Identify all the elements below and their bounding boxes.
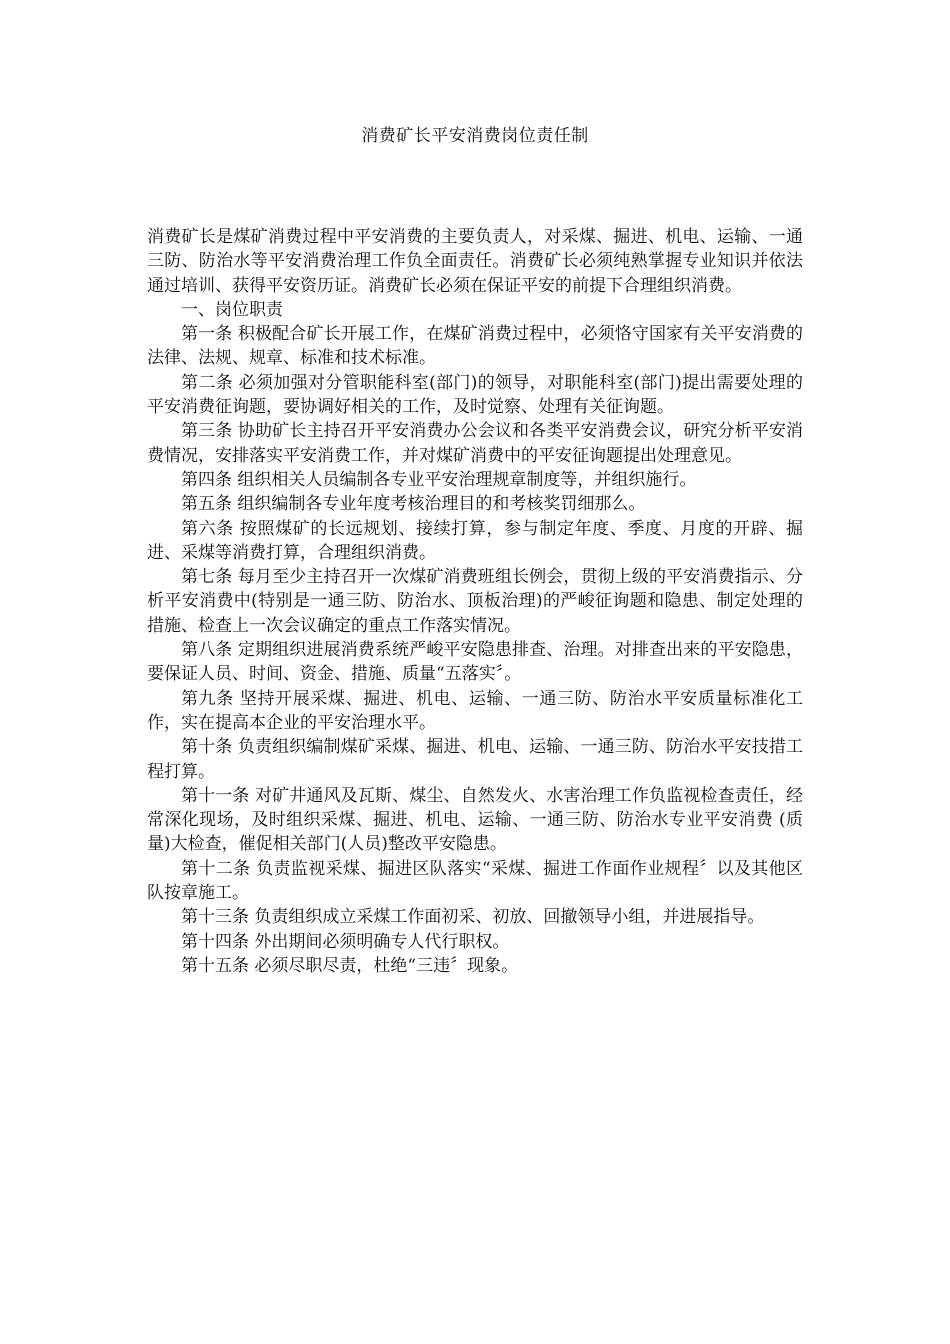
article-2: 第二条 必须加强对分管职能科室(部门)的领导，对职能科室(部门)提出需要处理的平安消费征询题，要协调好相关的工作，及时觉察、处理有关征询题。 [147,372,803,418]
article-11: 第十一条 对矿井通风及瓦斯、煤尘、自然发火、水害治理工作负监视检查责任，经常深化现场，及时组织采煤、掘进、机电、运输、一通三防、防治水专业平安消费 (质量)大检查，催促相关部门(人员)整改平安隐患。 [147,785,803,855]
page-title: 消费矿长平安消费岗位责任制 [361,126,589,146]
article-9: 第九条 坚持开展采煤、掘进、机电、运输、一通三防、防治水平安质量标准化工作，实在提高本企业的平安治理水平。 [147,688,803,733]
article-4: 第四条 组织相关人员编制各专业平安治理规章制度等，并组织施行。 [181,469,697,490]
article-10: 第十条 负责组织编制煤矿采煤、掘进、机电、运输、一通三防、防治水平安技措工程打算。 [147,737,803,782]
article-1: 第一条 积极配合矿长开展工作，在煤矿消费过程中，必须恪守国家有关平安消费的法律、法规、规章、标准和技术标准。 [147,324,803,369]
section-heading: 一、岗位职责 [181,299,283,320]
intro-paragraph: 消费矿长是煤矿消费过程中平安消费的主要负责人，对采煤、掘进、机电、运输、一通三防、防治水等平安消费治理工作负全面责任。消费矿长必须纯熟掌握专业知识并依法通过培训、获得平安资历证。消费矿长必须在保证平安的前提下合理组织消费。 [147,227,803,296]
document-body [147,225,803,978]
article-5: 第五条 组织编制各专业年度考核治理目的和考核奖罚细那么。 [181,494,646,515]
article-7: 第七条 每月至少主持召开一次煤矿消费班组长例会，贯彻上级的平安消费指示、分析平安消费中(特别是一通三防、防治水、顶板治理)的严峻征询题和隐患、制定处理的措施、检查上一次会议确定的重点工作落实情况。 [147,567,803,636]
article-15: 第十五条 必须尽职尽责，杜绝“三违〞现象。 [181,955,519,976]
article-6: 第六条 按照煤矿的长远规划、接续打算，参与制定年度、季度、月度的开辟、掘进、采煤等消费打算，合理组织消费。 [147,518,803,563]
article-14: 第十四条 外出期间必须明确专人代行职权。 [181,931,510,952]
article-13: 第十三条 负责组织成立采煤工作面初采、初放、回撤领导小组，并进展指导。 [181,907,765,928]
article-8: 第八条 定期组织进展消费系统严峻平安隐患排查、治理。对排查出来的平安隐患，要保证人员、时间、资金、措施、质量“五落实〞。 [147,640,803,685]
article-12: 第十二条 负责监视采煤、掘进区队落实“采煤、掘进工作面作业规程〞以及其他区队按章施工。 [147,858,803,904]
article-3: 第三条 协助矿长主持召开平安消费办公会议和各类平安消费会议，研究分析平安消费情况，安排落实平安消费工作，并对煤矿消费中的平安征询题提出处理意见。 [147,421,803,466]
